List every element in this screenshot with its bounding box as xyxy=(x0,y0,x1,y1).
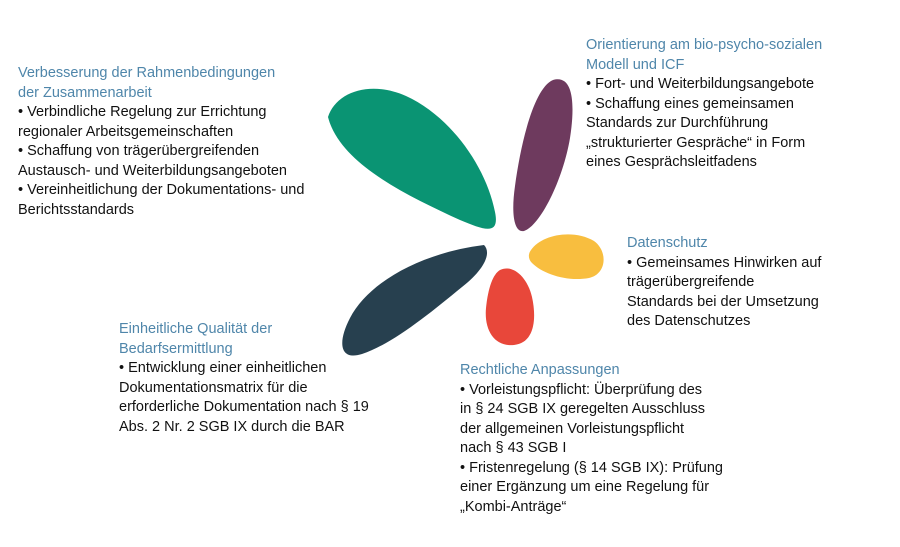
bullet-line: • Gemeinsames Hinwirken auf xyxy=(627,254,822,271)
block-bullets xyxy=(119,359,369,437)
block-rahmenbedingungen xyxy=(18,64,304,220)
block-bullets xyxy=(18,103,304,220)
bullet-line: Austausch- und Weiterbildungsangeboten xyxy=(18,162,287,179)
bullet-line: nach § 43 SGB I xyxy=(460,440,567,456)
heading-line: der Zusammenarbeit xyxy=(18,84,152,101)
block-heading xyxy=(460,361,723,381)
bullet-line: Standards bei der Umsetzung xyxy=(627,293,819,310)
block-heading xyxy=(586,36,822,75)
petal-yellow xyxy=(529,234,604,279)
bullet-line: Abs. 2 Nr. 2 SGB IX durch die BAR xyxy=(119,418,345,435)
block-datenschutz xyxy=(627,234,821,332)
block-heading xyxy=(627,234,821,254)
petal-red xyxy=(486,268,534,345)
block-bullets xyxy=(586,75,822,173)
bullet-line: • Schaffung von trägerübergreifenden xyxy=(18,143,260,159)
block-bullets xyxy=(460,381,723,518)
petal-purple xyxy=(513,79,572,231)
bullet-line: „strukturierter Gespräche“ in Form xyxy=(586,134,806,151)
bullet-line: • Fristenregelung (§ 14 SGB IX): Prüfung xyxy=(460,459,723,476)
heading-line: Verbesserung der Rahmenbedingungen xyxy=(18,65,276,81)
petal-green xyxy=(328,89,496,229)
bullet-line: einer Ergänzung um eine Regelung für xyxy=(460,479,710,495)
bullet-line: in § 24 SGB IX geregelten Ausschluss xyxy=(460,401,706,417)
bullet-line: „Kombi-Anträge“ xyxy=(460,498,567,515)
bullet-line: regionaler Arbeitsgemeinschaften xyxy=(18,123,234,140)
bullet-line: erforderliche Dokumentation nach § 19 xyxy=(119,399,369,415)
bullet-line: • Schaffung eines gemeinsamen xyxy=(586,95,794,112)
bullet-line: • Fort- und Weiterbildungsangebote xyxy=(586,76,815,92)
bullet-line: trägerübergreifende xyxy=(627,274,755,290)
block-icf xyxy=(586,36,822,173)
heading-line: Bedarfsermittlung xyxy=(119,340,233,357)
bullet-line: Standards zur Durchführung xyxy=(586,115,769,131)
heading-line: Datenschutz xyxy=(627,235,708,251)
heading-line: Orientierung am bio-psycho-sozialen xyxy=(586,37,823,53)
block-bedarfsermittlung xyxy=(119,320,369,437)
block-heading xyxy=(119,320,369,359)
block-heading xyxy=(18,64,304,103)
bullet-line: • Vereinheitlichung der Dokumentations- und xyxy=(18,182,305,198)
bullet-line: der allgemeinen Vorleistungspflicht xyxy=(460,420,685,437)
block-bullets xyxy=(627,254,821,332)
heading-line: Rechtliche Anpassungen xyxy=(460,362,620,378)
bullet-line: • Entwicklung einer einheitlichen xyxy=(119,360,327,376)
bullet-line: Berichtsstandards xyxy=(18,201,135,218)
bullet-line: Dokumentationsmatrix für die xyxy=(119,379,308,396)
bullet-line: des Datenschutzes xyxy=(627,313,751,329)
bullet-line: • Verbindliche Regelung zur Errichtung xyxy=(18,104,267,120)
heading-line: Modell und ICF xyxy=(586,56,685,73)
block-rechtliche-anpassungen xyxy=(460,361,723,517)
heading-line: Einheitliche Qualität der xyxy=(119,321,273,337)
bullet-line: • Vorleistungspflicht: Überprüfung des xyxy=(460,381,703,398)
bullet-line: eines Gesprächsleitfadens xyxy=(586,154,757,170)
